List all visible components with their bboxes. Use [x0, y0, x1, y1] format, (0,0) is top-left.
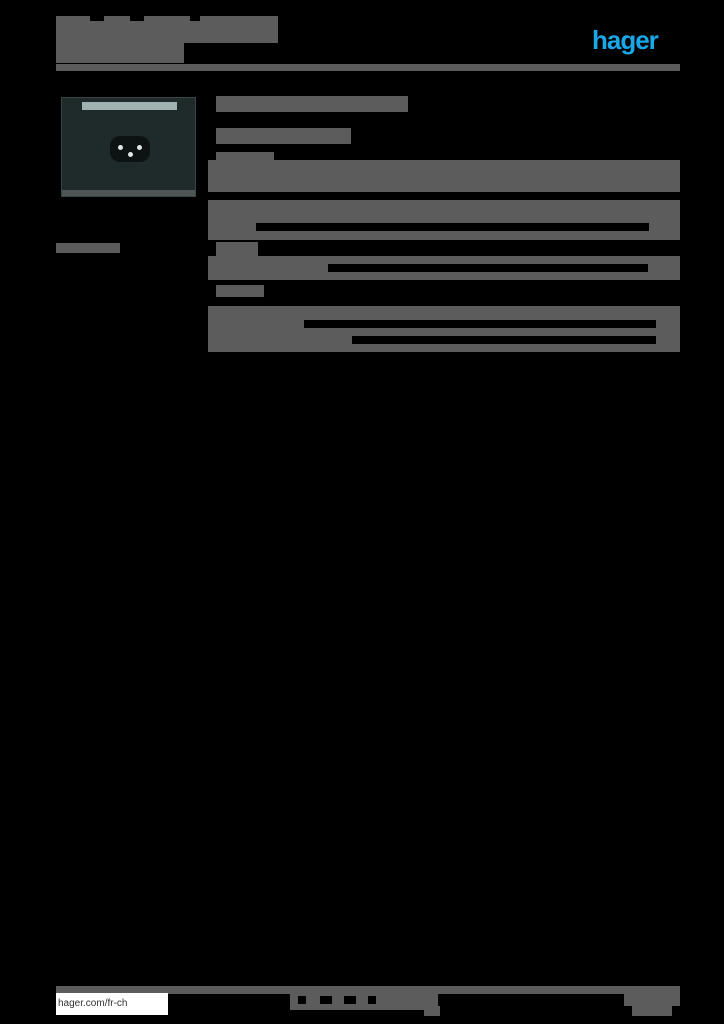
article-number	[216, 128, 351, 144]
spec-table-4	[208, 306, 680, 352]
footer-center-info	[290, 994, 438, 1010]
product-image	[61, 97, 196, 197]
product-name	[216, 96, 408, 112]
spec-section-heading-4	[216, 285, 264, 297]
footer-page-number	[624, 990, 680, 1006]
hager-logo: hager	[592, 25, 658, 55]
socket-icon	[110, 136, 150, 162]
header-rule	[56, 64, 680, 71]
document-subtitle	[56, 43, 184, 63]
spec-section-heading	[216, 152, 274, 160]
product-caption	[56, 243, 120, 253]
spec-table-2	[208, 200, 680, 240]
spec-table-1	[208, 160, 680, 192]
website-link[interactable]: hager.com/fr-ch	[56, 993, 168, 1015]
footer-page-marker	[424, 1006, 440, 1016]
